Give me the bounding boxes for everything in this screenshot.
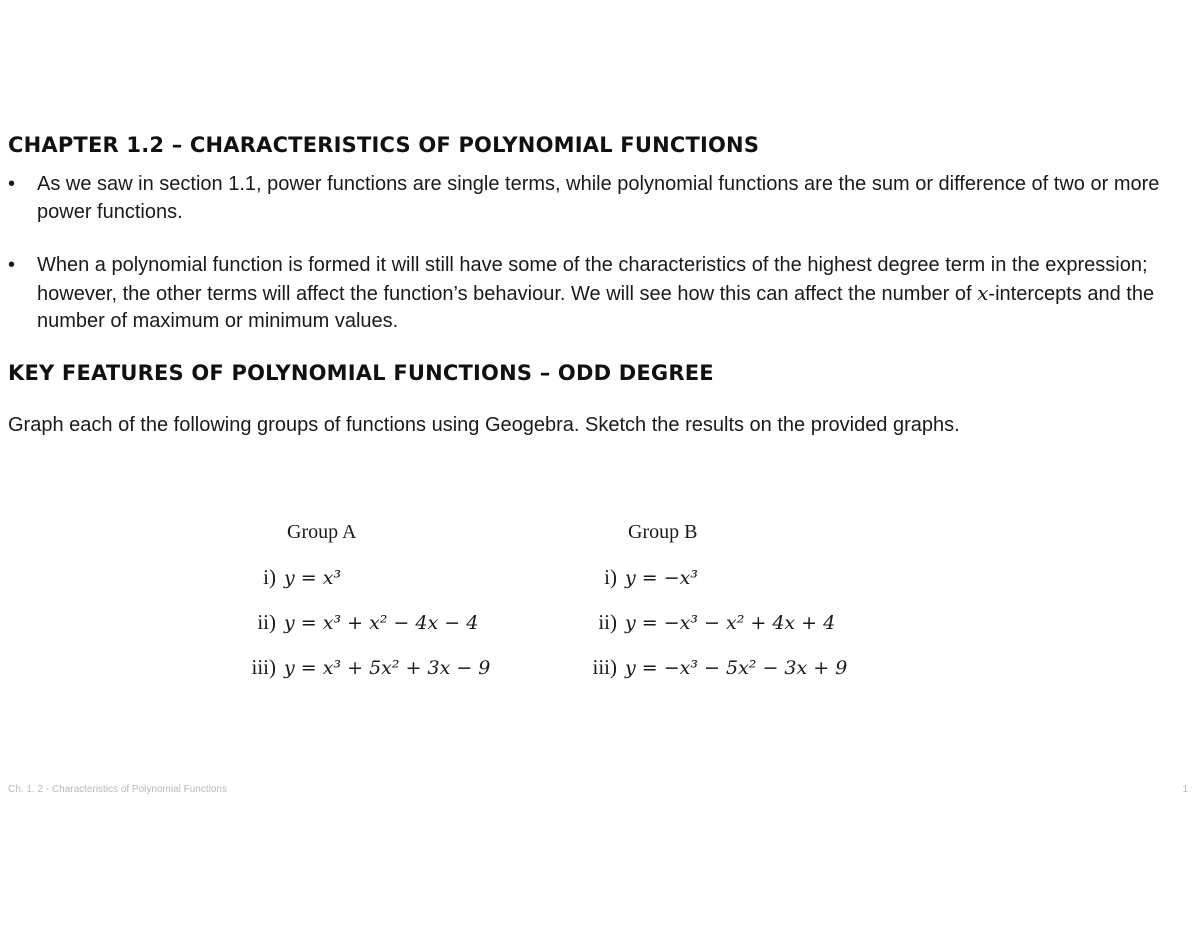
- page-number: 1: [1182, 784, 1188, 795]
- equation-label: iii): [251, 655, 276, 679]
- group-a-equation-3: [236, 655, 490, 680]
- bullet-marker: •: [8, 173, 16, 195]
- group-a-equation-2: [236, 610, 478, 635]
- bullet-text: When a polynomial function is formed it will still have some of the characteristics of the highest degree term in the expression; however, the other terms will affect the function’s behaviour. We will see how this can affect the number of: [37, 254, 1148, 305]
- group-b-title: Group B: [628, 521, 698, 543]
- equation-label: i): [604, 565, 617, 589]
- equation: y = x³: [284, 567, 342, 589]
- bullet-marker: •: [8, 254, 16, 276]
- bullet-item: [8, 252, 1178, 336]
- bullet-item: [8, 171, 1178, 226]
- chapter-heading: CHAPTER 1.2 – CHARACTERISTICS OF POLYNOMIAL FUNCTIONS: [8, 133, 760, 157]
- equation-label: iii): [592, 655, 617, 679]
- equation: y = −x³: [625, 567, 698, 589]
- group-b-equation-3: [577, 655, 847, 680]
- group-b-equation-2: [577, 610, 835, 635]
- footer-title: Ch. 1. 2 - Characteristics of Polynomial Functions: [8, 784, 227, 795]
- equation: y = x³ + x² − 4x − 4: [284, 612, 479, 634]
- bullet-text: -intercepts and the number of maximum or minimum values.: [37, 282, 1155, 332]
- equation-label: i): [263, 565, 276, 589]
- bullet-text: As we saw in section 1.1, power functions are single terms, while polynomial functions are the sum or difference of two or more power functions.: [37, 173, 1160, 223]
- section-heading: KEY FEATURES OF POLYNOMIAL FUNCTIONS – ODD DEGREE: [8, 361, 714, 385]
- instructions-text: Graph each of the following groups of functions using Geogebra. Sketch the results on the provided graphs.: [8, 414, 960, 436]
- math-variable: x: [977, 280, 989, 305]
- group-b-equation-1: [577, 565, 698, 590]
- equation: y = x³ + 5x² + 3x − 9: [284, 657, 491, 679]
- equation: y = −x³ − x² + 4x + 4: [625, 612, 836, 634]
- equation-label: ii): [257, 610, 276, 634]
- group-a-equation-1: [236, 565, 341, 590]
- bullet-list: [8, 171, 1178, 336]
- equation-label: ii): [598, 610, 617, 634]
- equation: y = −x³ − 5x² − 3x + 9: [625, 657, 848, 679]
- group-a-title: Group A: [287, 521, 357, 543]
